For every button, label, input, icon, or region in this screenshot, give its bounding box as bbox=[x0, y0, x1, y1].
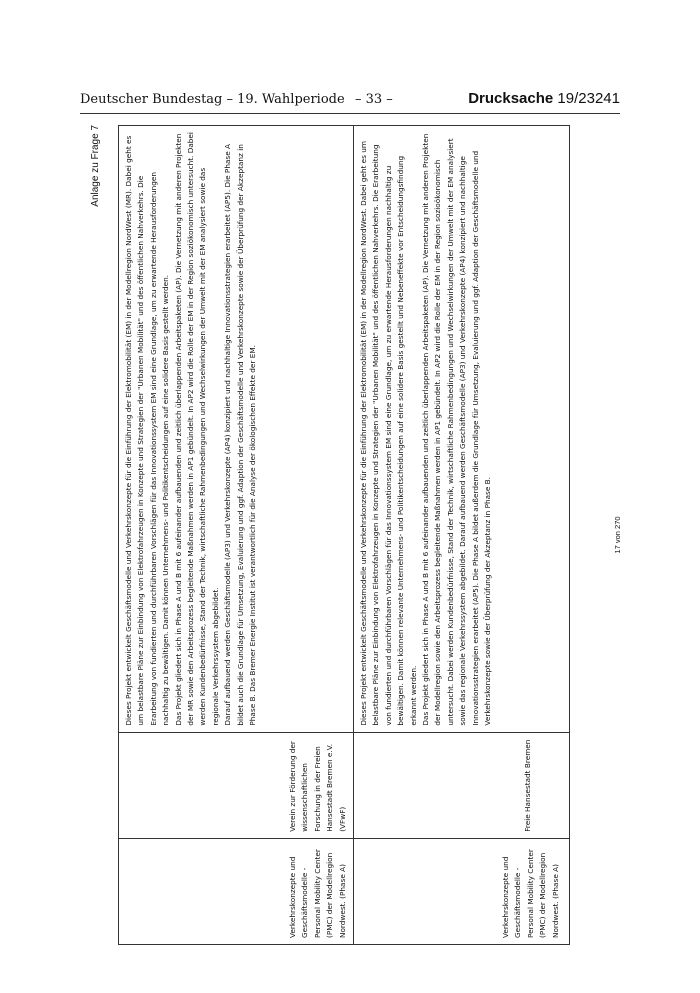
table-row bbox=[119, 126, 354, 945]
project-title-cell bbox=[119, 838, 354, 944]
table-row bbox=[354, 126, 570, 945]
page-footer: 17 von 270 bbox=[613, 516, 622, 554]
organisation-cell bbox=[354, 732, 570, 838]
rotated-annex-page bbox=[80, 125, 620, 945]
project-description-cell bbox=[354, 126, 570, 733]
description-paragraph: Dieses Projekt entwickelt Geschäftsmodelle und Verkehrskonzepte für die Einführung der Elektromobilität (EM) in der Modellregion NordWest. Dabei geht es um belastbare Pläne zur Einbindung von Elektrofahrzeugen in Konzepte und Strategien der "Urbanen Mobilität" und des öffentlichen Nahverkehrs. Die Erarbeitung von fundierten und durchführbaren Vorschlägen für das Innovationssystem EM sind eine Grundlage, um zu erwartende Herausforderungen nachhaltig zu bewältigen. Damit können relevante Unternehmens- und Politikentscheidungen auf eine solidere Basis gestellt und Nebeneffekte vor Entscheidungsfindung erkannt werden. bbox=[359, 141, 418, 726]
project-title: Verkehrskonzepte und Geschäftsmodelle - Personal Mobility Center (PMC) der Modellregion Nordwest. (Phase A) bbox=[288, 849, 347, 938]
header-rule bbox=[80, 113, 620, 114]
page-header bbox=[80, 92, 620, 114]
project-description-cell bbox=[119, 126, 354, 733]
header-page-number: – 33 – bbox=[355, 92, 393, 107]
organisation-cell bbox=[119, 732, 354, 838]
project-title-cell bbox=[354, 838, 570, 944]
organisation: Verein zur Förderung der wissenschaftlichen Forschung in der Freien Hansestadt Bremen e.V. (VFwF) bbox=[288, 741, 347, 832]
header-publication: Deutscher Bundestag – 19. Wahlperiode bbox=[80, 92, 345, 107]
header-drucksache: Drucksache bbox=[468, 90, 554, 107]
description-paragraph: Darauf aufbauend werden Geschäftsmodelle (AP3) und Verkehrskonzepte (AP4) konzipiert und nachhaltige Innovationsstrategien erarbeitet (AP5). Die Phase A bildet auch die Grundlage für Umsetzung, Evaluierung und ggf. Adaption der Geschäftsmodelle und Verkehrskonzepte sowie der Überprüfung der Akzeptanz in Phase B. Das Bremer Energie Institut ist verantwortlich für die Analyse der ökologischen Effekte der EM. bbox=[223, 143, 258, 726]
header-drucksache-number: 19/23241 bbox=[557, 90, 620, 107]
header-document-number bbox=[468, 90, 620, 107]
description-paragraph: Das Projekt gliedert sich in Phase A und B mit 6 aufeinander aufbauenden und zeitlich überlappenden Arbeitspaketen (AP). Die Vernetzung mit anderen Projekten der Modellregion sowie den Arbeitsprozess begleitende Maßnahmen werden in AP1 gebündelt. In AP2 wird die Rolle der EM in der Region sozioökonomisch untersucht. Dabei werden Kundenbedürfnisse, Stand der Technik, wirtschaftliche Rahmenbedingungen und Wechselwirkungen der Umwelt mit der EM analysiert sowie das regionale Verkehrssystem abgebildet. Darauf aufbauend werden Geschäftsmodelle (AP3) und Verkehrskonzepte (AP4) konzipiert und nachhaltige Innovationsstrategien erarbeitet (AP5). Die Phase A bildet außerdem die Grundlage für Umsetzung, Evaluierung und ggf. Adaption der Geschäftsmodelle und Verkehrskonzepte sowie der Überprüfung der Akzeptanz in Phase B. bbox=[421, 133, 493, 726]
annex-label: Anlage zu Frage 7 bbox=[90, 125, 101, 207]
description-paragraph: Das Projekt gliedert sich in Phase A und B mit 6 aufeinander aufbauenden und zeitlich überlappenden Arbeitspaketen (AP). Die Vernetzung mit anderen Projekten der MR sowie den Arbeitsprozess begleitende Maßnahmen werden in AP1 gebündelt. In AP2 wird die Rolle der EM in der Region soziökonomisch untersucht. Dabei werden Kundenbedürfnisse, Stand der Technik, wirtschaftliche Rahmenbedingungen und Wechselwirkungen der Umwelt mit der EM analysiert sowie das regionale Verkehrssystem abgebildet. bbox=[173, 132, 220, 726]
organisation: Freie Hansestadt Bremen bbox=[523, 739, 533, 832]
project-title: Verkehrskonzepte und Geschäftsmodelle - Personal Mobility Center (PMC) der Modellregion Nordwest. (Phase A) bbox=[501, 849, 560, 938]
project-table bbox=[118, 125, 570, 945]
description-paragraph: Dieses Projekt entwickelt Geschäftsmodelle und Verkehrskonzepte für die Einführung der Elektromobilität (EM) in der Modellregion NordWest (MR). Dabei geht es um belastbare Pläne zur Einbindung von Elektrofahrzeugen in Konzepte und Strategien der "Urbanen Mobilität" und des öffentlichen Nahverkehrs. Die Erarbeitung von fundierten und durchführbaren Vorschlägen für das Innovationssystem EM sind eine Grundlage, um zu erwartende Herausforderungen nachhaltig zu bewältigen. Damit können Unternehmens- und Politikentscheidungen auf eine solidere Basis gestellt werden. bbox=[124, 135, 171, 726]
